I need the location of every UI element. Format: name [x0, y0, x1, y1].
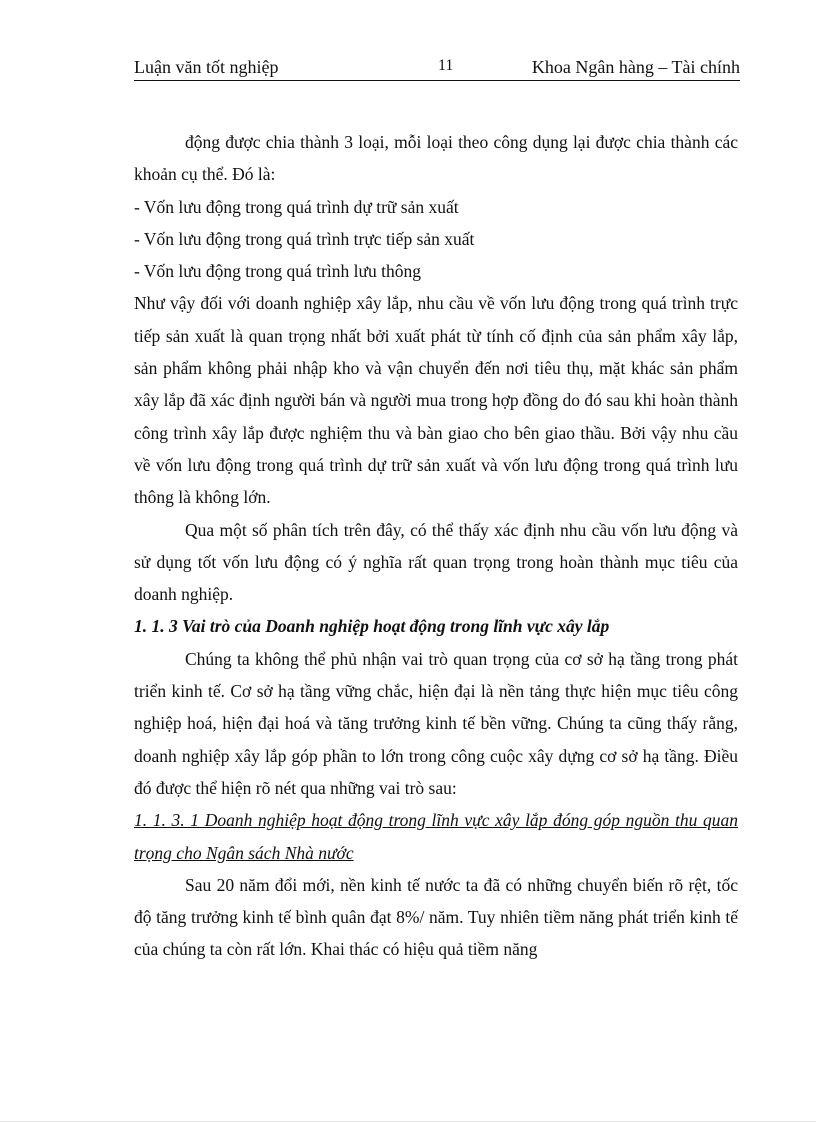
paragraph-intro: động được chia thành 3 loại, mỗi loại theo công dụng lại được chia thành các khoản cụ thể. Đó là: — [134, 132, 738, 185]
bullet-item: - Vốn lưu động trong quá trình dự trữ sản xuất — [134, 196, 459, 217]
page-body — [134, 126, 738, 966]
bullet-item: - Vốn lưu động trong quá trình lưu thông — [134, 261, 421, 282]
subsection-heading: 1. 1. 3. 1 Doanh nghiệp hoạt động trong lĩnh vực xây lắp đóng góp nguồn thu quan trọng cho Ngân sách Nhà nước — [134, 810, 738, 863]
header-thesis-title: Luận văn tốt nghiệp — [134, 57, 279, 77]
bullet-item: - Vốn lưu động trong quá trình trực tiếp sản xuất — [134, 228, 475, 249]
page-header — [134, 57, 740, 81]
paragraph: Chúng ta không thể phủ nhận vai trò quan trọng của cơ sở hạ tầng trong phát triển kinh tế. Cơ sở hạ tầng vững chắc, hiện đại là nền tảng thực hiện mục tiêu công nghiệp hoá, hiện đại hoá và tăng trưởng kinh tế bền vững. Chúng ta cũng thấy rằng, doanh nghiệp xây lắp góp phần to lớn trong công cuộc xây dựng cơ sở hạ tầng. Điều đó được thể hiện rõ nét qua những vai trò sau: — [134, 648, 738, 798]
paragraph: Qua một số phân tích trên đây, có thể thấy xác định nhu cầu vốn lưu động và sử dụng tốt vốn lưu động có ý nghĩa rất quan trọng trong hoàn thành mục tiêu của doanh nghiệp. — [134, 519, 738, 605]
section-heading: 1. 1. 3 Vai trò của Doanh nghiệp hoạt động trong lĩnh vực xây lắp — [134, 616, 610, 637]
page-edge — [0, 1121, 816, 1122]
page-number: 11 — [438, 57, 454, 74]
header-faculty: Khoa Ngân hàng – Tài chính — [531, 57, 740, 77]
paragraph: Như vậy đối với doanh nghiệp xây lắp, nhu cầu về vốn lưu động trong quá trình trực tiếp sản xuất là quan trọng nhất bởi xuất phát từ tính cố định của sản phẩm xây lắp, sản phẩm không phải nhập kho và vận chuyển đến nơi tiêu thụ, mặt khác sản phẩm xây lắp đã xác định người bán và người mua trong hợp đồng do đó sau khi hoàn thành công trình xây lắp được nghiệm thu và bàn giao cho bên giao thầu. Bởi vậy nhu cầu về vốn lưu động trong quá trình dự trữ sản xuất và vốn lưu động trong quá trình lưu thông là không lớn. — [134, 293, 738, 508]
header-divider — [134, 80, 740, 81]
paragraph: Sau 20 năm đổi mới, nền kinh tế nước ta đã có những chuyển biến rõ rệt, tốc độ tăng trưởng kinh tế bình quân đạt 8%/ năm. Tuy nhiên tiềm năng phát triển kinh tế của chúng ta còn rất lớn. Khai thác có hiệu quả tiềm năng — [134, 874, 738, 960]
